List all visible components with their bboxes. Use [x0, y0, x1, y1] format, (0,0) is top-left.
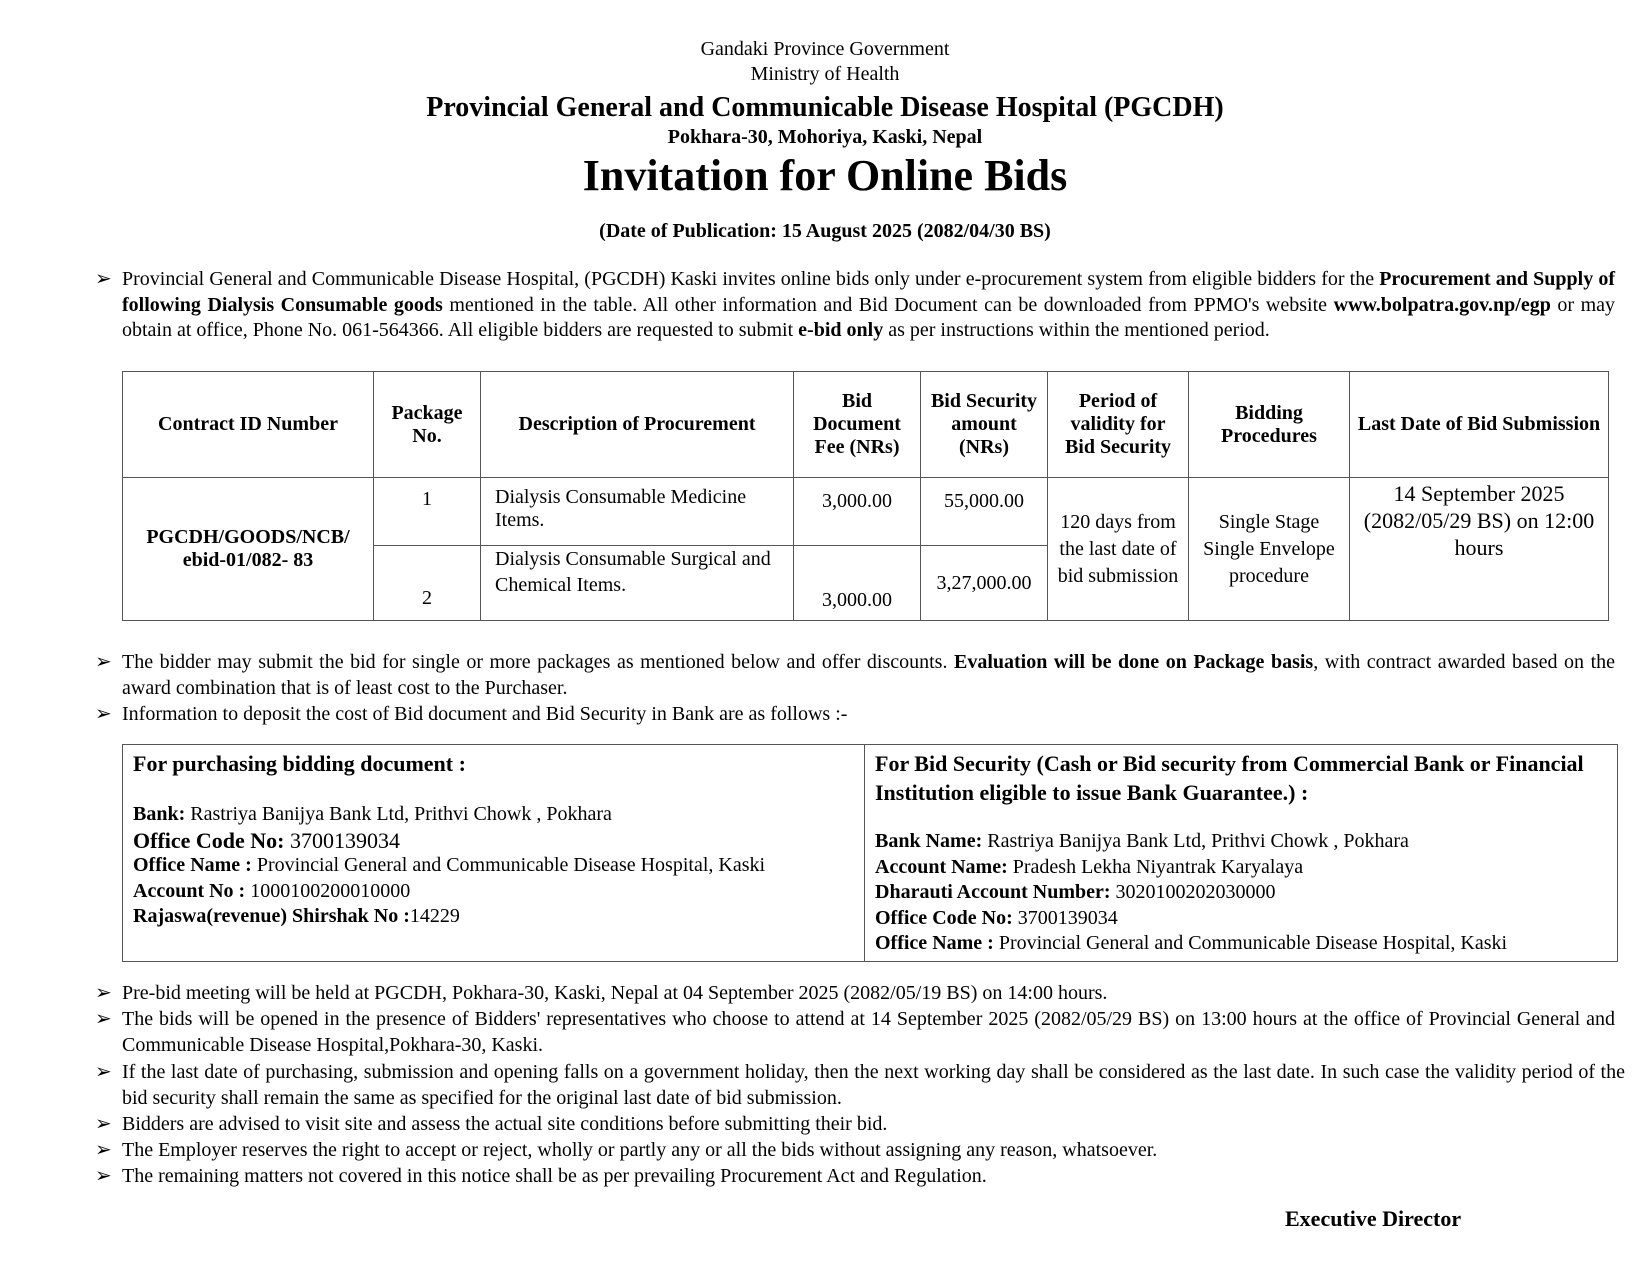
security-cell: 3,27,000.00 [921, 546, 1048, 621]
site-visit-bullet: ➢ Bidders are advised to visit site and assess the actual site conditions before submitting their bid. [95, 1112, 1615, 1138]
opening-bullet: ➢ The bids will be opened in the presence of Bidders' representatives who choose to attend at 14 September 2025 (2082/05/29 BS) on 13:00 hours at the office of Provincial General and Communicable Disease Hospital,Pokhara-30, Kaski. [95, 1008, 1615, 1056]
rights-bullet: ➢ The Employer reserves the right to accept or reject, wholly or partly any or all the bids without assigning any reason, whatsoever. [95, 1138, 1615, 1164]
purchase-document-cell: For purchasing bidding document : Bank: Rastriya Banijya Bank Ltd, Prithvi Chowk , Pokhara Office Code No: 3700139034 Office Name : Provincial General and Communicable Disease Hospital, Kaski Account No : 1000100200010000 Rajaswa(revenue) Shirshak No :14229 [123, 745, 865, 962]
fee-cell: 3,000.00 [794, 546, 921, 621]
table-row [123, 478, 1609, 546]
bullet-arrow-icon: ➢ [95, 703, 112, 725]
bid-security-cell: For Bid Security (Cash or Bid security from Commercial Bank or Financial Institution eligible to issue Bank Guarantee.) : Bank Name: Rastriya Banijya Bank Ltd, Prithvi Chowk , Pokhara Account Name: Pradesh Lekha Niyantrak Karyalaya Dharauti Account Number: 3020100202030000 Office Code No: 3700139034 Office Name : Provincial General and Communicable Disease Hospital, Kaski [865, 745, 1618, 962]
bullet-arrow-icon: ➢ [95, 1061, 112, 1083]
procedure-cell: Single Stage Single Envelope procedure [1189, 478, 1350, 621]
procurement-table [122, 371, 1609, 621]
fee-cell: 3,000.00 [794, 478, 921, 546]
last-date-cell: 14 September 2025 (2082/05/29 BS) on 12:00 hours [1350, 478, 1609, 621]
header-validity: Period of validity for Bid Security [1048, 372, 1189, 478]
description-cell: Dialysis Consumable Medicine Items. [481, 478, 794, 546]
purchase-heading: For purchasing bidding document : [133, 751, 466, 776]
signature-title: Executive Director [1285, 1206, 1462, 1231]
hospital-name: Provincial General and Communicable Disease Hospital (PGCDH) [426, 92, 1224, 123]
header-procedures: Bidding Procedures [1189, 372, 1350, 478]
header-description: Description of Procurement [481, 372, 794, 478]
ministry-name: Ministry of Health [750, 63, 900, 85]
evaluation-bullet: ➢ The bidder may submit the bid for single or more packages as mentioned below and offer discounts. Evaluation will be done on Package basis, with contract awarded based on the award combination that is of least cost to the Purchaser. [95, 651, 1616, 699]
remaining-matters-bullet: ➢ The remaining matters not covered in this notice shall be as per prevailing Procurement Act and Regulation. [95, 1164, 1615, 1190]
security-cell: 55,000.00 [921, 478, 1048, 546]
publication-date: (Date of Publication: 15 August 2025 (2082/04/30 BS) [599, 220, 1051, 242]
prebid-bullet: ➢ Pre-bid meeting will be held at PGCDH, Pokhara-30, Kaski, Nepal at 04 September 2025 (2082/05/19 BS) on 14:00 hours. [95, 981, 1615, 1007]
holiday-bullet: ➢ If the last date of purchasing, submission and opening falls on a government holiday, then the next working day shall be considered as the last date. In such case the validity period of the bid security shall remain the same as specified for the original last date of bid submission. [95, 1061, 1625, 1109]
header-bid-fee: Bid Document Fee (NRs) [794, 372, 921, 478]
bank-info-bullet: ➢ Information to deposit the cost of Bid document and Bid Security in Bank are as follows :- [95, 702, 1615, 728]
description-cell: Dialysis Consumable Surgical and Chemical Items. [481, 546, 794, 621]
header-contract-id: Contract ID Number [123, 372, 374, 478]
package-no-cell: 1 [374, 478, 481, 546]
bullet-arrow-icon: ➢ [95, 1165, 112, 1187]
bullet-arrow-icon: ➢ [95, 1008, 112, 1030]
bullet-arrow-icon: ➢ [95, 982, 112, 1004]
bullet-arrow-icon: ➢ [95, 268, 112, 290]
header-package: Package No. [374, 372, 481, 478]
package-no-cell: 2 [374, 546, 481, 621]
bid-security-heading: For Bid Security (Cash or Bid security from Commercial Bank or Financial Institution eligible to issue Bank Guarantee.) : [875, 751, 1584, 805]
header-last-date: Last Date of Bid Submission [1350, 372, 1609, 478]
website-link[interactable]: www.bolpatra.gov.np/egp [1333, 293, 1551, 316]
hospital-address: Pokhara-30, Mohoriya, Kaski, Nepal [667, 126, 983, 148]
header-bid-security: Bid Security amount (NRs) [921, 372, 1048, 478]
bullet-arrow-icon: ➢ [95, 1139, 112, 1161]
contract-id-cell: PGCDH/GOODS/NCB/ ebid-01/082- 83 [123, 478, 374, 621]
validity-cell: 120 days from the last date of bid submission [1048, 478, 1189, 621]
bullet-arrow-icon: ➢ [95, 651, 112, 673]
bullet-arrow-icon: ➢ [95, 1113, 112, 1135]
intro-paragraph: ➢ Provincial General and Communicable Disease Hospital, (PGCDH) Kaski invites online bids only under e-procurement system from eligible bidders for the Procurement and Supply of following Dialysis Consumable goods mentioned in the table. All other information and Bid Document can be downloaded from PPMO's website www.bolpatra.gov.np/egp or may obtain at office, Phone No. 061-564366. All eligible bidders are requested to submit e-bid only as per instructions within the mentioned period. [95, 268, 1616, 341]
page-title: Invitation for Online Bids [582, 151, 1068, 200]
bank-info-table [122, 744, 1618, 962]
government-name: Gandaki Province Government [700, 38, 950, 60]
